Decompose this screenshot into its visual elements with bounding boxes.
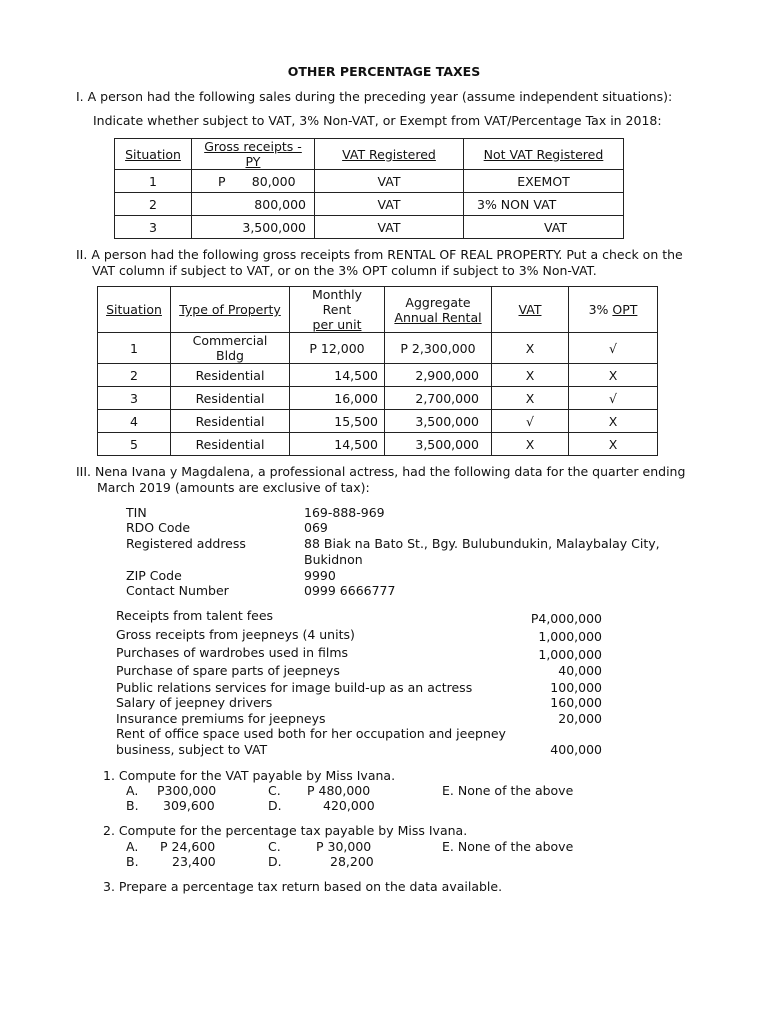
info-value: 9990 bbox=[304, 568, 336, 583]
cell-annual: 3,500,000 bbox=[385, 433, 492, 456]
col-opt-prefix: 3% bbox=[588, 302, 613, 317]
col-vat-label: VAT bbox=[518, 302, 542, 317]
gross-amount: 800,000 bbox=[254, 196, 306, 212]
cell-situation: 1 bbox=[115, 170, 192, 193]
cell-situation: 1 bbox=[98, 333, 171, 364]
gross-amount: 80,000 bbox=[251, 173, 296, 189]
cell-situation: 2 bbox=[98, 364, 171, 387]
cell-annual: 3,500,000 bbox=[385, 410, 492, 433]
option-letter: B. bbox=[126, 798, 139, 813]
item-amount: 1,000,000 bbox=[538, 629, 602, 644]
question-3: 3. Prepare a percentage tax return based on the data available. bbox=[103, 879, 503, 894]
cell-situation: 3 bbox=[98, 387, 171, 410]
cell-situation: 3 bbox=[115, 216, 192, 239]
cell-vat-mark: √ bbox=[492, 410, 569, 433]
info-value-cont: Bukidnon bbox=[304, 552, 363, 567]
part2-intro: II. A person had the following gross receipts from RENTAL OF REAL PROPERTY. Put a check on the bbox=[76, 247, 683, 262]
item-amount: 20,000 bbox=[558, 711, 602, 726]
info-value: 0999 6666777 bbox=[304, 583, 396, 598]
option-letter: B. bbox=[126, 854, 139, 869]
cell-opt-mark: X bbox=[569, 410, 658, 433]
item-label: Purchase of spare parts of jeepneys bbox=[116, 663, 340, 678]
cell-vat: VAT bbox=[315, 193, 464, 216]
part3-intro: III. Nena Ivana y Magdalena, a professional actress, had the following data for the quarter ending bbox=[76, 464, 686, 479]
cell-monthly: 16,000 bbox=[290, 387, 385, 410]
cell-monthly: P 12,000 bbox=[290, 333, 385, 364]
col-vat bbox=[492, 287, 569, 333]
table-row bbox=[98, 364, 658, 387]
col-situation: Situation bbox=[115, 139, 192, 170]
cell-vat-mark: X bbox=[492, 333, 569, 364]
cell-annual: 2,900,000 bbox=[385, 364, 492, 387]
option-letter: A. bbox=[126, 839, 139, 854]
cell-gross bbox=[192, 193, 315, 216]
cell-type: Residential bbox=[171, 387, 290, 410]
item-label: Receipts from talent fees bbox=[116, 608, 274, 623]
part3-intro-cont: March 2019 (amounts are exclusive of tax): bbox=[97, 480, 370, 495]
cell-not-vat: EXEMOT bbox=[464, 170, 624, 193]
part2-table bbox=[97, 286, 658, 456]
cell-type: Commercial Bldg bbox=[171, 333, 290, 364]
cell-not-vat: VAT bbox=[464, 216, 624, 239]
col-situation bbox=[98, 287, 171, 333]
cell-type: Residential bbox=[171, 433, 290, 456]
item-amount: 100,000 bbox=[550, 680, 602, 695]
cell-vat-mark: X bbox=[492, 364, 569, 387]
col-vat-registered: VAT Registered bbox=[315, 139, 464, 170]
col-opt bbox=[569, 287, 658, 333]
table-row bbox=[98, 387, 658, 410]
option-value: P 480,000 bbox=[307, 783, 371, 798]
item-label: Rent of office space used both for her occupation and jeepney bbox=[116, 726, 506, 741]
option-e: E. None of the above bbox=[442, 839, 574, 854]
cell-not-vat: 3% NON VAT bbox=[464, 193, 624, 216]
peso-sign: P bbox=[218, 173, 226, 189]
option-value: 420,000 bbox=[323, 798, 375, 813]
item-label: Public relations services for image build-up as an actress bbox=[116, 680, 473, 695]
info-label: Registered address bbox=[126, 536, 246, 551]
col-type bbox=[171, 287, 290, 333]
item-label: Purchases of wardrobes used in films bbox=[116, 645, 349, 660]
col-opt-label: OPT bbox=[612, 302, 638, 317]
question-text: 2. Compute for the percentage tax payable by Miss Ivana. bbox=[103, 823, 468, 838]
item-amount: 40,000 bbox=[558, 663, 602, 678]
table-row bbox=[115, 193, 624, 216]
col-monthly-line1: Monthly Rent bbox=[311, 287, 363, 317]
info-label: TIN bbox=[126, 505, 147, 520]
info-value: 069 bbox=[304, 520, 328, 535]
cell-situation: 5 bbox=[98, 433, 171, 456]
col-annual-line2: Annual Rental bbox=[394, 309, 482, 325]
item-label: Gross receipts from jeepneys (4 units) bbox=[116, 627, 355, 642]
option-e: E. None of the above bbox=[442, 783, 574, 798]
option-value: P 30,000 bbox=[316, 839, 372, 854]
part2-instruction: VAT column if subject to VAT, or on the 3% OPT column if subject to 3% Non-VAT. bbox=[92, 263, 597, 278]
gross-amount: 3,500,000 bbox=[242, 219, 306, 235]
col-not-vat-registered: Not VAT Registered bbox=[464, 139, 624, 170]
item-amount: 1,000,000 bbox=[538, 647, 602, 662]
col-annual-line1: Aggregate bbox=[405, 294, 471, 310]
option-letter: C. bbox=[268, 783, 281, 798]
cell-type: Residential bbox=[171, 364, 290, 387]
col-monthly-line2: per unit bbox=[312, 317, 362, 332]
info-label: Contact Number bbox=[126, 583, 229, 598]
col-situation-label: Situation bbox=[106, 302, 162, 317]
option-value: 23,400 bbox=[172, 854, 216, 869]
cell-annual: 2,700,000 bbox=[385, 387, 492, 410]
item-amount: 160,000 bbox=[550, 695, 602, 710]
cell-opt-mark: X bbox=[569, 364, 658, 387]
col-annual-rental bbox=[385, 287, 492, 333]
info-value: 88 Biak na Bato St., Bgy. Bulubundukin, Malaybalay City, bbox=[304, 536, 660, 551]
item-amount: 400,000 bbox=[550, 742, 602, 757]
question-text: 1. Compute for the VAT payable by Miss Ivana. bbox=[103, 768, 396, 783]
option-letter: C. bbox=[268, 839, 281, 854]
table-header-row bbox=[98, 287, 658, 333]
cell-type: Residential bbox=[171, 410, 290, 433]
cell-opt-mark: √ bbox=[569, 333, 658, 364]
cell-situation: 2 bbox=[115, 193, 192, 216]
cell-vat: VAT bbox=[315, 216, 464, 239]
cell-monthly: 15,500 bbox=[290, 410, 385, 433]
cell-gross bbox=[192, 216, 315, 239]
table-row bbox=[98, 333, 658, 364]
cell-situation: 4 bbox=[98, 410, 171, 433]
cell-opt-mark: X bbox=[569, 433, 658, 456]
cell-vat-mark: X bbox=[492, 387, 569, 410]
cell-opt-mark: √ bbox=[569, 387, 658, 410]
option-value: 309,600 bbox=[163, 798, 215, 813]
table-row bbox=[98, 410, 658, 433]
col-type-label: Type of Property bbox=[179, 302, 281, 317]
table-row bbox=[115, 216, 624, 239]
item-label: Insurance premiums for jeepneys bbox=[116, 711, 326, 726]
part1-instruction: Indicate whether subject to VAT, 3% Non-VAT, or Exempt from VAT/Percentage Tax in 2018: bbox=[93, 113, 662, 128]
table-row bbox=[115, 170, 624, 193]
cell-gross bbox=[192, 170, 315, 193]
info-value: 169-888-969 bbox=[304, 505, 385, 520]
cell-monthly: 14,500 bbox=[290, 364, 385, 387]
part1-table bbox=[114, 138, 624, 239]
info-label: ZIP Code bbox=[126, 568, 182, 583]
option-value: P 24,600 bbox=[160, 839, 216, 854]
cell-vat-mark: X bbox=[492, 433, 569, 456]
cell-annual: P 2,300,000 bbox=[385, 333, 492, 364]
col-monthly-rent bbox=[290, 287, 385, 333]
option-letter: D. bbox=[268, 798, 282, 813]
item-amount: P4,000,000 bbox=[530, 611, 602, 626]
option-letter: A. bbox=[126, 783, 139, 798]
option-letter: D. bbox=[268, 854, 282, 869]
table-header-row bbox=[115, 139, 624, 170]
info-label: RDO Code bbox=[126, 520, 191, 535]
item-label: Salary of jeepney drivers bbox=[116, 695, 273, 710]
item-label-cont: business, subject to VAT bbox=[116, 742, 268, 757]
cell-monthly: 14,500 bbox=[290, 433, 385, 456]
cell-vat: VAT bbox=[315, 170, 464, 193]
table-row bbox=[98, 433, 658, 456]
page-title: OTHER PERCENTAGE TAXES bbox=[287, 64, 481, 79]
col-gross-receipts: Gross receipts - PY bbox=[192, 139, 315, 170]
part1-intro: I. A person had the following sales during the preceding year (assume independent situations): bbox=[76, 89, 673, 104]
option-value: 28,200 bbox=[330, 854, 374, 869]
option-value: P300,000 bbox=[157, 783, 217, 798]
